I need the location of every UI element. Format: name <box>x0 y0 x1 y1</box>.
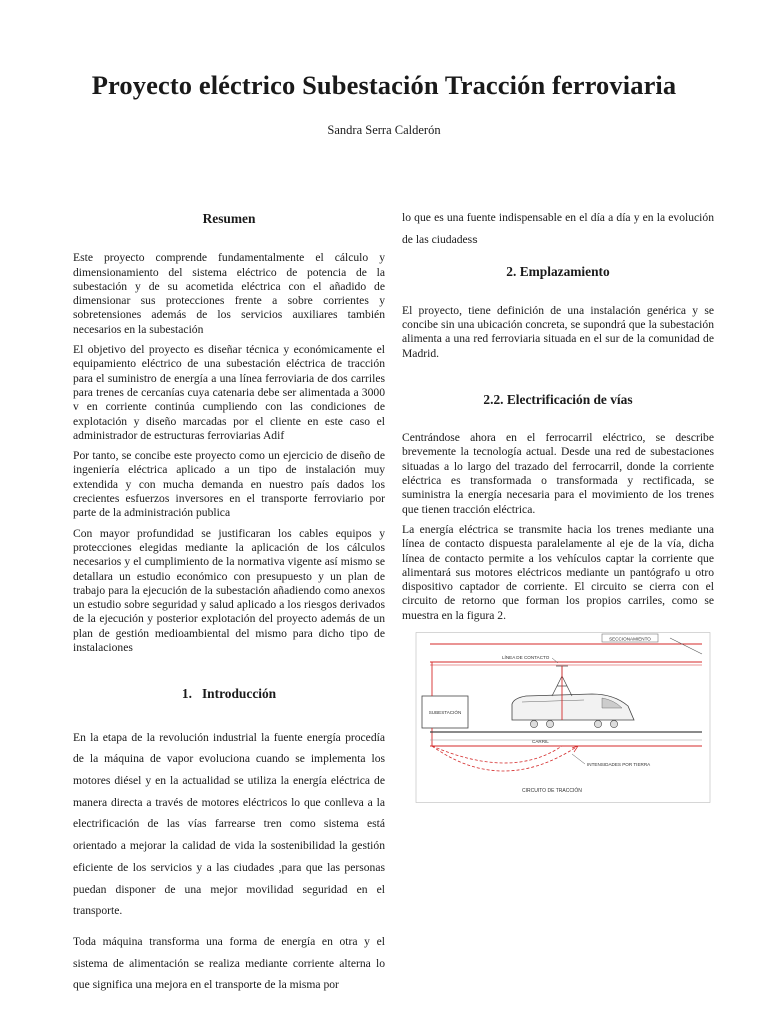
continued-paragraph-end: s <box>472 233 478 246</box>
left-column <box>73 212 385 996</box>
author-name: Sandra Serra Calderón <box>327 123 441 137</box>
abstract-paragraph-3: Por tanto, se concibe este proyecto como un ejercicio de diseño de ingeniería eléctrica aplicado a un tipo de instalación muy extendida y con mucha demanda en nuestro país dados los crecientes esfuerzos inversores en el transporte ferroviario por parte de la administración publica <box>73 449 385 520</box>
abstract-heading: Resumen <box>202 211 256 226</box>
electrificacion-heading: 2.2. Electrificación de vías <box>483 391 633 407</box>
earth-current-arc-1 <box>432 746 578 771</box>
abstract-paragraph-4: Con mayor profundidad se justificaran los cables equipos y protecciones elegidas mediante la aplicación de los cálculos necesarios y el cumplimiento de la normativa vigente así mismo se detallara un estudio económico con presupuesto y un plan de trabajo para la ejecución de la subestación añadiendo como anexos un estudio sobre seguridad y salud aplicado a los riesgos derivados de la ejecución y posterior explotación del proyecto además de un plan de gestión medioambiental del mismo para dicho tipo de instalaciones <box>73 526 385 655</box>
seccionamiento-arrow <box>670 638 702 654</box>
traction-circuit-figure <box>402 632 714 804</box>
intro-paragraph-2: Toda máquina transforma una forma de energía en otra y el sistema de alimentación se realiza mediante corriente alterna lo que significa una mejora en el transporte de la misma por <box>73 934 385 992</box>
intensidades-pointer <box>572 754 585 764</box>
electrificacion-paragraph-1: Centrándose ahora en el ferrocarril eléctrico, se describe brevemente la tecnología actual. Desde una red de subestaciones situadas a lo largo del trazado del ferrocarril, donde la corriente eléctrica es transformada o transformada y rectificada, se suministra la energía necesaria para el movimiento de los trenes que tienen tracción eléctrica. <box>402 431 714 516</box>
subestacion-label: SUBESTACIÓN <box>428 710 462 716</box>
earth-current-arc-2 <box>432 746 562 763</box>
continued-paragraph <box>402 207 714 251</box>
intro-paragraph-1: En la etapa de la revolución industrial la fuente energía procedía de la máquina de vapor evoluciona cuando se implementa los motores diésel y en la actualidad se utiliza la energía eléctrica de manera directa a través de motores eléctricos lo que conlleva a la electrificación de las vías farrearse tren como sistema está orientado a mejorar la calidad de vida la sostenibilidad la gestión eficiente de los servicios y a las ciudades ,para que las personas puedan disponer de una mejor movilidad seguridad en el transporte. <box>73 730 385 918</box>
intensidades-label: INTENSIDADES POR TIERRA <box>587 762 651 768</box>
emplazamiento-heading: 2. Emplazamiento <box>506 264 610 280</box>
emplazamiento-paragraph: El proyecto, tiene definición de una instalación genérica y se concibe sin una ubicación concreta, se supondrá que la subestación alimenta a una red ferroviaria situada en el sur de la comunidad de Madrid. <box>402 303 714 360</box>
train-wheel-1 <box>530 720 537 727</box>
continued-paragraph-text: lo que es una fuente indispensable en el día a día y en la evolución de las ciudades <box>402 211 714 246</box>
train-wheel-3 <box>594 720 601 727</box>
carril-label: CARRIL <box>532 739 549 745</box>
train-wheel-2 <box>546 720 553 727</box>
intro-heading: 1. Introducción <box>181 686 277 702</box>
abstract-paragraph-1: Este proyecto comprende fundamentalmente el cálculo y dimensionamiento del sistema eléctrico de potencia de la subestación y de su acometida eléctrica con el añadido de dimensionar sus protecciones frente a sobre corrientes y sobretensiones además de los servicios auxiliares también necesarios en la subestación <box>73 251 385 336</box>
paper-title: Proyecto eléctrico Subestación Tracción ferroviaria <box>91 70 677 100</box>
right-column <box>402 207 714 804</box>
linea-contacto-label: LÍNEA DE CONTACTO <box>502 655 550 661</box>
electrificacion-paragraph-2: La energía eléctrica se transmite hacia los trenes mediante una línea de contacto dispuesta paralelamente al eje de la vía, dicha línea de contacto permite a los vehículos captar la corriente que alimentará sus motores eléctricos mediante un pantógrafo u otro dispositivo captador de corriente. El circuito se cierra con el circuito de retorno que forman los propios carriles, como se muestra en la figura 2. <box>402 522 714 622</box>
abstract-paragraph-2: El objetivo del proyecto es diseñar técnica y económicamente el equipamiento eléctrico de una subestación eléctrica de tracción para el suministro de energía a una línea ferroviaria de dos carriles para trenes de cercanías cuya catenaria debe ser alimentada a 3000 v en corriente continúa cumpliendo con las condiciones de explotación y diseño marcadas por el cliente en este caso el administrador de estructuras ferroviarias Adif <box>73 343 385 442</box>
seccionamiento-label: SECCIONAMIENTO <box>609 636 651 642</box>
train-wheel-4 <box>610 720 617 727</box>
traction-circuit-diagram <box>402 632 714 804</box>
figure-caption: CIRCUITO DE TRACCIÓN <box>522 788 582 795</box>
